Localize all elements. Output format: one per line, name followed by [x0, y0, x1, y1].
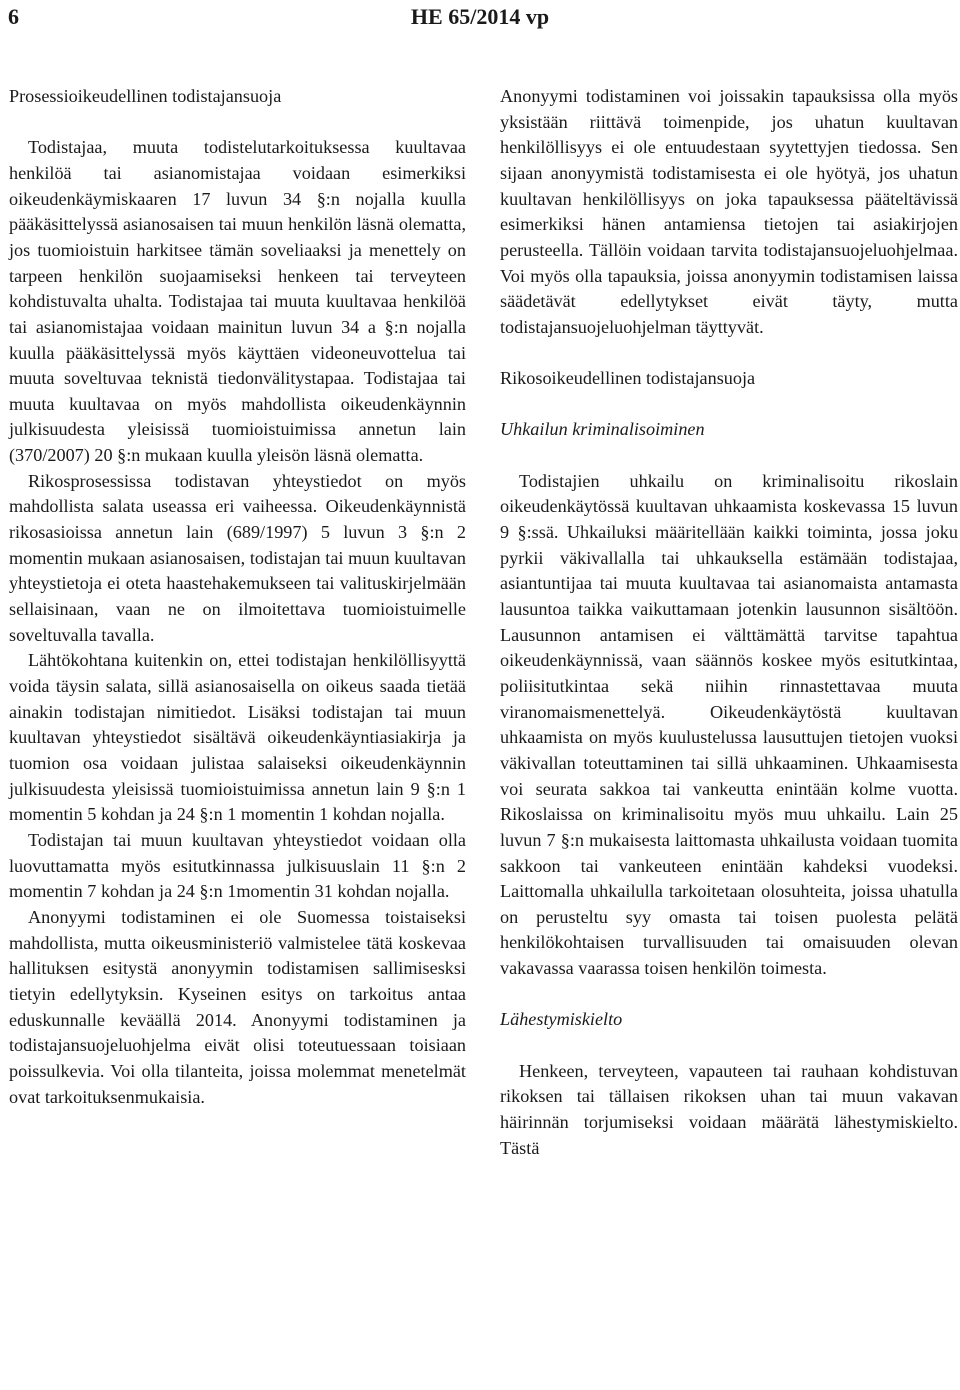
document-id: HE 65/2014 vp — [410, 4, 550, 29]
section-heading-criminal-law: Rikosoikeudellinen todistajansuoja — [500, 368, 756, 389]
page-number: 6 — [8, 4, 19, 29]
paragraph: Todistajien uhkailu on kriminalisoitu rikoslain oikeudenkäytössä kuultavan uhkaamista koskevassa 15 luvun 9 §:ssä. Uhkailuksi määritellään kaikki toiminta, jossa joku pyrkii väkivallalla tai uhkauksella estämään todistajaa, asiantuntijaa tai muuta kuultavaa tai asianomaista antamasta lausuntoa taikka vaikuttamaan jotenkin lausunnon sisältöön. Lausunnon antamisen ei välttämättä tarvitse tapahtua oikeudenkäynnissä, vaan säännös koskee myös esitutkintaa, poliisitutkintaa sekä niihin rinnastettavaa muuta viranomaismenettelyä. Oikeudenkäytöstä kuultavan uhkaamista on myös kuulustelussa lausuttujen tietojen vuoksi väkivallan toteuttaminen tai sillä uhkaaminen. Uhkaamisesta voi seurata sakkoa tai vankeutta enintään kolme vuotta. Rikoslaissa on kriminalisoitu myös muu uhkailu. Lain 25 luvun 7 §:n mukaisesta laittomasta uhkailusta voidaan tuomita sakkoon tai vankeuteen enintään kahdeksi vuodeksi. Laittomalla uhkailulla tarkoitetaan olosuhteita, joissa uhatulla on perusteltu syy omasta tai toisen puolesta pelätä henkilökohtaisen turvallisuuden tai omaisuuden olevan vakavassa vaarassa toisen henkilön toimesta. — [500, 470, 958, 979]
paragraph: Rikosprosessissa todistavan yhteystiedot on myös mahdollista salata useassa eri vaiheessa. Oikeudenkäynnistä rikosasioissa annetun lain (689/1997) 5 luvun 3 §:n 2 momentin mukaan asianosaisen, todistajan tai muun kuultavan yhteystietoja ei oteta haastehakemukseen tai valituskirjelmään sellaisinaan, vaan ne on ilmoitettava tuomioistuimelle soveltuvalla tavalla. — [9, 470, 466, 645]
right-column — [500, 84, 958, 1161]
paragraph-continued: Anonyymi todistaminen voi joissakin tapauksissa olla myös yksistään riittävä toimenpide, jos uhatun kuultavan henkilöllisyys ei ole entuudestaan syytettyjen tiedossa. Sen sijaan anonyymistä todistamisesta ei ole hyötyä, jos uhatun kuultavan henkilöllisyys on joka tapauksessa pääteltävissä esimerkiksi hänen antamiensa tietojen tai asiakirjojen perusteella. Tällöin voidaan tarvita todistajansuojeluohjelmaa. Voi myös olla tapauksia, joissa anonyymin todistamisen laissa säädetävät edellytykset eivät täyty, mutta todistajansuojeluohjelman täyttyvät. — [500, 86, 958, 337]
left-column — [9, 84, 466, 1110]
paragraph: Todistajan tai muun kuultavan yhteystiedot voidaan olla luovuttamatta myös esitutkinnassa julkisuuslain 11 §:n 2 momentin 7 kohdan ja 24 §:n 1momentin 31 kohdan nojalla. — [9, 829, 466, 902]
section-heading-procedural: Prosessioikeudellinen todistajansuoja — [9, 86, 282, 106]
subheading-threat-criminalization: Uhkailun kriminalisoiminen — [500, 419, 705, 440]
paragraph: Anonyymi todistaminen ei ole Suomessa toistaiseksi mahdollista, mutta oikeusministeriö valmistelee tätä koskevaa hallituksen esitystä anonyymin todistamisen sallimisesksi tietyin edellytyksin. Kyseinen esitys on tarkoitus antaa eduskunnalle keväällä 2014. Anonyymi todistaminen ja todistajansuojeluohjelma eivät olisi toteutuessaan toisiaan poissulkevia. Voi olla tilanteita, joissa molemmat menetelmät ovat tarkoituksenmukaisia. — [9, 906, 466, 1107]
paragraph: Henkeen, terveyteen, vapauteen tai rauhaan kohdistuvan rikoksen tai tällaisen rikoksen uhan tai muun vakavan häirinnän torjumiseksi voidaan määrätä lähestymiskielto. Tästä — [500, 1060, 958, 1158]
paragraph: Lähtökohtana kuitenkin on, ettei todistajan henkilöllisyyttä voida täysin salata, sillä asianosaisella on oikeus saada tietää ainakin todistajan nimitiedot. Lisäksi todistajan tai muun kuultavan yhteystiedot sisältävä oikeudenkäyntiasiakirja ja tuomion osa voidaan julistaa salaiseksi oikeudenkäynnin julkisuudesta yleisissä tuomioistuimissa annetun lain 9 §:n 1 momentin 5 kohdan ja 24 §:n 1 momentin 1 kohdan nojalla. — [9, 650, 466, 825]
paragraph: Todistajaa, muuta todistelutarkoituksessa kuultavaa henkilöä tai asianomistajaa voidaan esimerkiksi oikeudenkäymiskaaren 17 luvun 34 §:n nojalla kuulla pääkäsittelyssä asianosaisen tai muun henkilön läsnä olematta, jos tuomioistuin harkitsee tämän soveliaaksi ja menettely on tarpeen henkilön suojaamiseksi henkeen tai terveyteen kohdistuvalta uhalta. Todistajaa tai muuta kuultavaa henkilöä tai asianomistajaa voidaan mainitun luvun 34 a §:n nojalla kuulla pääkäsittelyssä myös käyttäen videoneuvottelua tai muuta soveltuvaa teknistä tiedonvälitystapaa. Todistajaa tai muuta kuultavaa on myös mahdollista oikeudenkäynnin julkisuudesta yleisissä tuomioistuimissa annetun lain (370/2007) 20 §:n mukaan kuulla yleisön läsnä olematta. — [9, 137, 466, 466]
subheading-restraining-order: Lähestymiskielto — [500, 1009, 623, 1030]
